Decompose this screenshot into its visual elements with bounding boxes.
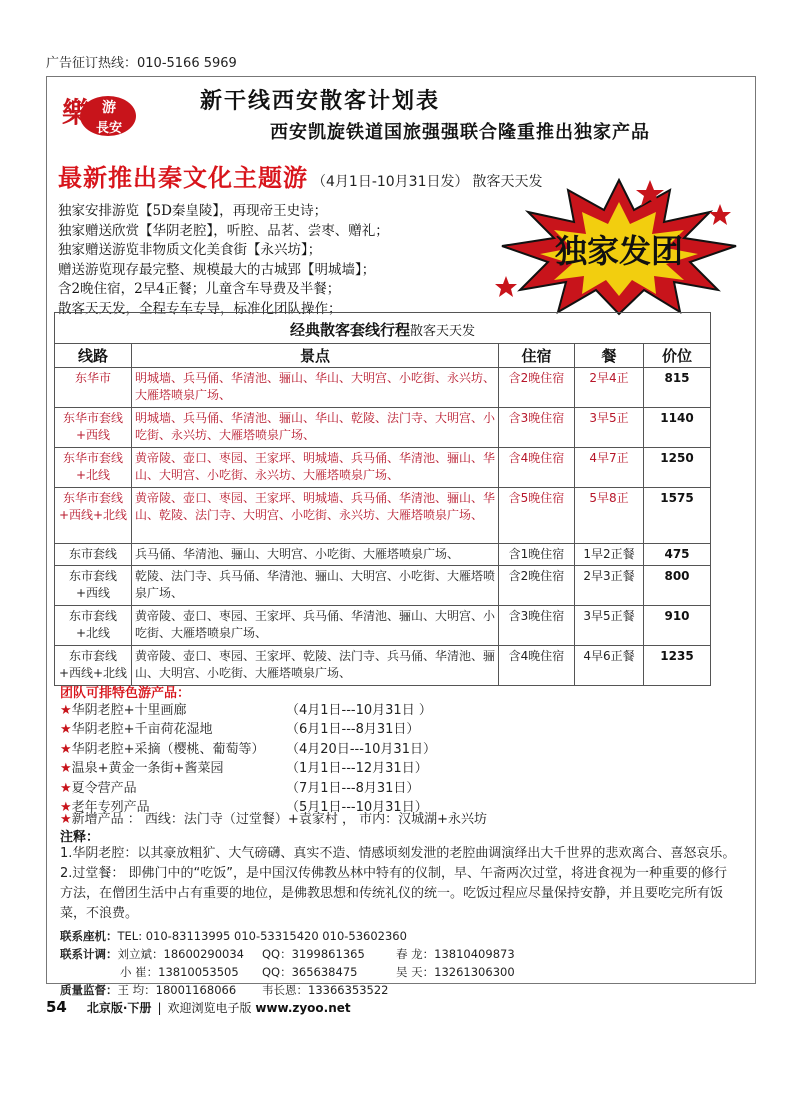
column-header: 价位	[644, 344, 711, 368]
landline-numbers: TEL: 010-83113995 010-53315420 010-53602360	[117, 929, 407, 943]
product-name: 夏令营产品	[71, 780, 137, 796]
edition-label: 北京版·下册	[86, 1001, 152, 1015]
badge-text: 独家发团	[554, 232, 684, 270]
page-title: 新干线西安散客计划表	[200, 89, 441, 114]
star-icon: ★	[60, 812, 72, 827]
product-name: 华阴老腔+采摘（樱桃、葡萄等）	[71, 741, 265, 757]
sights-cell: 黄帝陵、壶口、枣园、王家坪、明城墙、兵马俑、华清池、骊山、华山、大明宫、小吃街、永兴坊、大雁塔喷泉广场、	[132, 448, 499, 488]
price-cell: 800	[644, 566, 711, 606]
contact-row	[60, 964, 515, 982]
stay-cell: 含4晚住宿	[499, 448, 575, 488]
product-date: （4月20日---10月31日）	[286, 741, 436, 757]
feature-list	[58, 202, 389, 319]
price-cell: 1250	[644, 448, 711, 488]
new-products	[60, 808, 487, 827]
sights-cell: 乾陵、法门寺、兵马俑、华清池、骊山、大明宫、小吃街、大雁塔喷泉广场、	[132, 566, 499, 606]
route-cell: 东华市套线+北线	[55, 448, 132, 488]
feature-item: 散客天天发，全程专车专导，标准化团队操作；	[58, 300, 342, 317]
theme-daily: 散客天天发	[472, 174, 543, 190]
logo-char-changan: 長安	[96, 121, 123, 136]
contact-entry: 王 均：18001168066	[117, 983, 237, 997]
footer-separator: |	[157, 1001, 162, 1015]
feature-item: 独家赠送游览非物质文化美食街【永兴坊】；	[58, 242, 322, 258]
meal-cell: 5早8正	[575, 488, 644, 544]
contact-entry: 刘立斌：18600290034	[117, 947, 244, 961]
price-cell: 1575	[644, 488, 711, 544]
sights-cell: 明城墙、兵马俑、华清池、骊山、华山、大明宫、小吃街、永兴坊、大雁塔喷泉广场、	[132, 368, 499, 408]
price-cell: 1140	[644, 408, 711, 448]
product-date: （7月1日---8月31日）	[286, 780, 420, 796]
small-star-icon	[495, 276, 517, 297]
route-cell: 东市套线+西线	[55, 566, 132, 606]
feature-item: 含2晚住宿，2早4正餐；儿童含车导费及半餐；	[58, 281, 341, 297]
list-item	[60, 777, 420, 796]
table-row	[55, 646, 711, 686]
star-icon: ★	[60, 761, 72, 777]
welcome-text: 欢迎浏览电子版	[167, 1001, 252, 1015]
product-name: 华阴老腔+千亩荷花湿地	[71, 722, 213, 738]
star-icon: ★	[60, 780, 72, 796]
sights-cell: 黄帝陵、壶口、枣园、王家坪、乾陵、法门寺、兵马俑、华清池、骊山、大明宫、小吃街、大雁塔喷泉广场、	[132, 646, 499, 686]
contact-entry: 韦长恩：13366353522	[262, 983, 389, 997]
list-item	[60, 718, 420, 738]
table-caption-sub: 散客天天发	[410, 324, 476, 339]
new-products-text: 新增产品 ： 西线：法门寺（过堂餐）+袁家村 ， 市内：汉城湖+永兴坊	[71, 812, 487, 827]
team-products-title: 团队可排特色游产品：	[60, 686, 191, 701]
note-item: 2.过堂餐： 即佛门中的“吃饭”，是中国汉传佛教丛林中特有的仪制，早、午斋两次过堂，将进食视为一种重要的修行方法，在僧团生活中占有重要的地位，是佛教思想和传统礼仪的统一。吃饭过程应尽量保持安静，并且要吃完所有饭菜，不浪费。	[60, 866, 728, 921]
route-cell: 东华市	[55, 368, 132, 408]
contact-entry: 吴 天：13261306300	[396, 965, 515, 979]
theme-line	[58, 158, 543, 193]
product-date: （6月1日---8月31日）	[286, 722, 420, 738]
feature-item: 赠送游览现存最完整、规模最大的古城郢【明城墙】；	[58, 261, 376, 278]
table-header-row	[55, 344, 711, 368]
contact-entry: QQ：365638475	[262, 965, 358, 979]
list-item	[60, 757, 428, 777]
team-products-list	[60, 699, 436, 815]
table-row	[55, 606, 711, 646]
star-icon: ★	[60, 722, 72, 738]
route-cell: 东市套线+西线+北线	[55, 646, 132, 686]
product-name: 老年专列产品	[71, 799, 150, 815]
route-cell: 东市套线	[55, 544, 132, 566]
logo-char-le: 樂	[62, 96, 91, 129]
contact-row	[60, 928, 407, 946]
meal-cell: 3早5正餐	[575, 606, 644, 646]
column-header: 住宿	[499, 344, 575, 368]
column-header: 景点	[132, 344, 499, 368]
product-date: （1月1日---12月31日）	[286, 761, 428, 777]
star-icon: ★	[60, 703, 72, 718]
table-row	[55, 408, 711, 448]
contact-entry: 小 崔：13810053505	[120, 965, 239, 979]
itinerary-table	[54, 312, 710, 686]
sights-cell: 黄帝陵、壶口、枣园、王家坪、兵马俑、华清池、骊山、大明宫、小吃街、大雁塔喷泉广场、	[132, 606, 499, 646]
star-icon: ★	[60, 741, 72, 757]
stay-cell: 含2晚住宿	[499, 566, 575, 606]
meal-cell: 4早6正餐	[575, 646, 644, 686]
sights-cell: 明城墙、兵马俑、华清池、骊山、华山、乾陵、法门寺、大明宫、小吃街、永兴坊、大雁塔喷泉广场、	[132, 408, 499, 448]
feature-item: 独家赠送欣赏【华阴老腔】，听腔、品茗、尝枣、赠礼；	[58, 222, 389, 239]
logo-char-you: 游	[102, 100, 116, 116]
stay-cell: 含2晚住宿	[499, 368, 575, 408]
notes-title: 注释：	[60, 830, 100, 845]
theme-date-range: （4月1日-10月31日发）	[312, 174, 469, 190]
exclusive-badge	[484, 176, 754, 316]
list-item	[60, 738, 436, 757]
theme-headline: 最新推出秦文化主题游	[58, 164, 308, 192]
note-item: 1.华阴老腔：以其豪放粗犷、大气磅礴、真实不造、情感顷刻发泄的老腔曲调演绎出大千世界的悲欢离合、喜怒哀乐。	[60, 846, 736, 861]
table-row	[55, 488, 711, 544]
sights-cell: 兵马俑、华清池、骊山、大明宫、小吃街、大雁塔喷泉广场、	[132, 544, 499, 566]
stay-cell: 含5晚住宿	[499, 488, 575, 544]
sights-cell: 黄帝陵、壶口、枣园、王家坪、明城墙、兵马俑、华清池、骊山、华山、乾陵、法门寺、大明宫、小吃街、永兴坊、大雁塔喷泉广场、	[132, 488, 499, 544]
meal-cell: 4早7正	[575, 448, 644, 488]
table-row	[55, 368, 711, 408]
product-date: （5月1日---10月31日）	[286, 799, 428, 815]
contact-label: 联系计调：	[60, 947, 118, 961]
route-cell: 东市套线+北线	[55, 606, 132, 646]
page-footer	[46, 998, 351, 1016]
column-header: 线路	[55, 344, 132, 368]
stay-cell: 含4晚住宿	[499, 646, 575, 686]
meal-cell: 3早5正	[575, 408, 644, 448]
table-row	[55, 566, 711, 606]
contact-entry: QQ：3199861365	[262, 947, 365, 961]
product-name: 温泉+黄金一条街+酱菜园	[71, 761, 224, 777]
contact-entry: 春 龙：13810409873	[396, 947, 515, 961]
stay-cell: 含3晚住宿	[499, 408, 575, 448]
table-caption-main: 经典散客套线行程	[289, 321, 410, 339]
price-cell: 910	[644, 606, 711, 646]
meal-cell: 1早2正餐	[575, 544, 644, 566]
product-name: 华阴老腔+十里画廊	[71, 703, 187, 718]
page-number: 54	[46, 998, 67, 1016]
table-row	[55, 448, 711, 488]
feature-item: 独家安排游览【5D秦皇陵】，再现帝王史诗；	[58, 203, 328, 219]
brand-logo	[60, 86, 142, 144]
table-caption	[55, 313, 711, 344]
star-icon: ★	[60, 799, 72, 815]
small-star-icon	[709, 204, 731, 225]
contact-block	[60, 928, 515, 1000]
meal-cell: 2早3正餐	[575, 566, 644, 606]
price-cell: 1235	[644, 646, 711, 686]
hotline-text: 广告征订热线：010-5166 5969	[46, 56, 237, 71]
route-cell: 东华市套线+西线+北线	[55, 488, 132, 544]
column-header: 餐	[575, 344, 644, 368]
site-link[interactable]: www.zyoo.net	[255, 1001, 351, 1015]
table-row	[55, 544, 711, 566]
page-subtitle: 西安凯旋铁道国旅强强联合隆重推出独家产品	[270, 122, 650, 143]
meal-cell: 2早4正	[575, 368, 644, 408]
stay-cell: 含1晚住宿	[499, 544, 575, 566]
list-item	[60, 699, 432, 718]
contact-row	[60, 946, 515, 964]
price-cell: 815	[644, 368, 711, 408]
notes-body	[60, 844, 736, 924]
product-date: （4月1日---10月31日 ）	[286, 703, 432, 718]
stay-cell: 含3晚住宿	[499, 606, 575, 646]
route-cell: 东华市套线+西线	[55, 408, 132, 448]
price-cell: 475	[644, 544, 711, 566]
contact-label: 质量监督：	[60, 983, 118, 997]
landline-label: 联系座机：	[60, 929, 118, 943]
